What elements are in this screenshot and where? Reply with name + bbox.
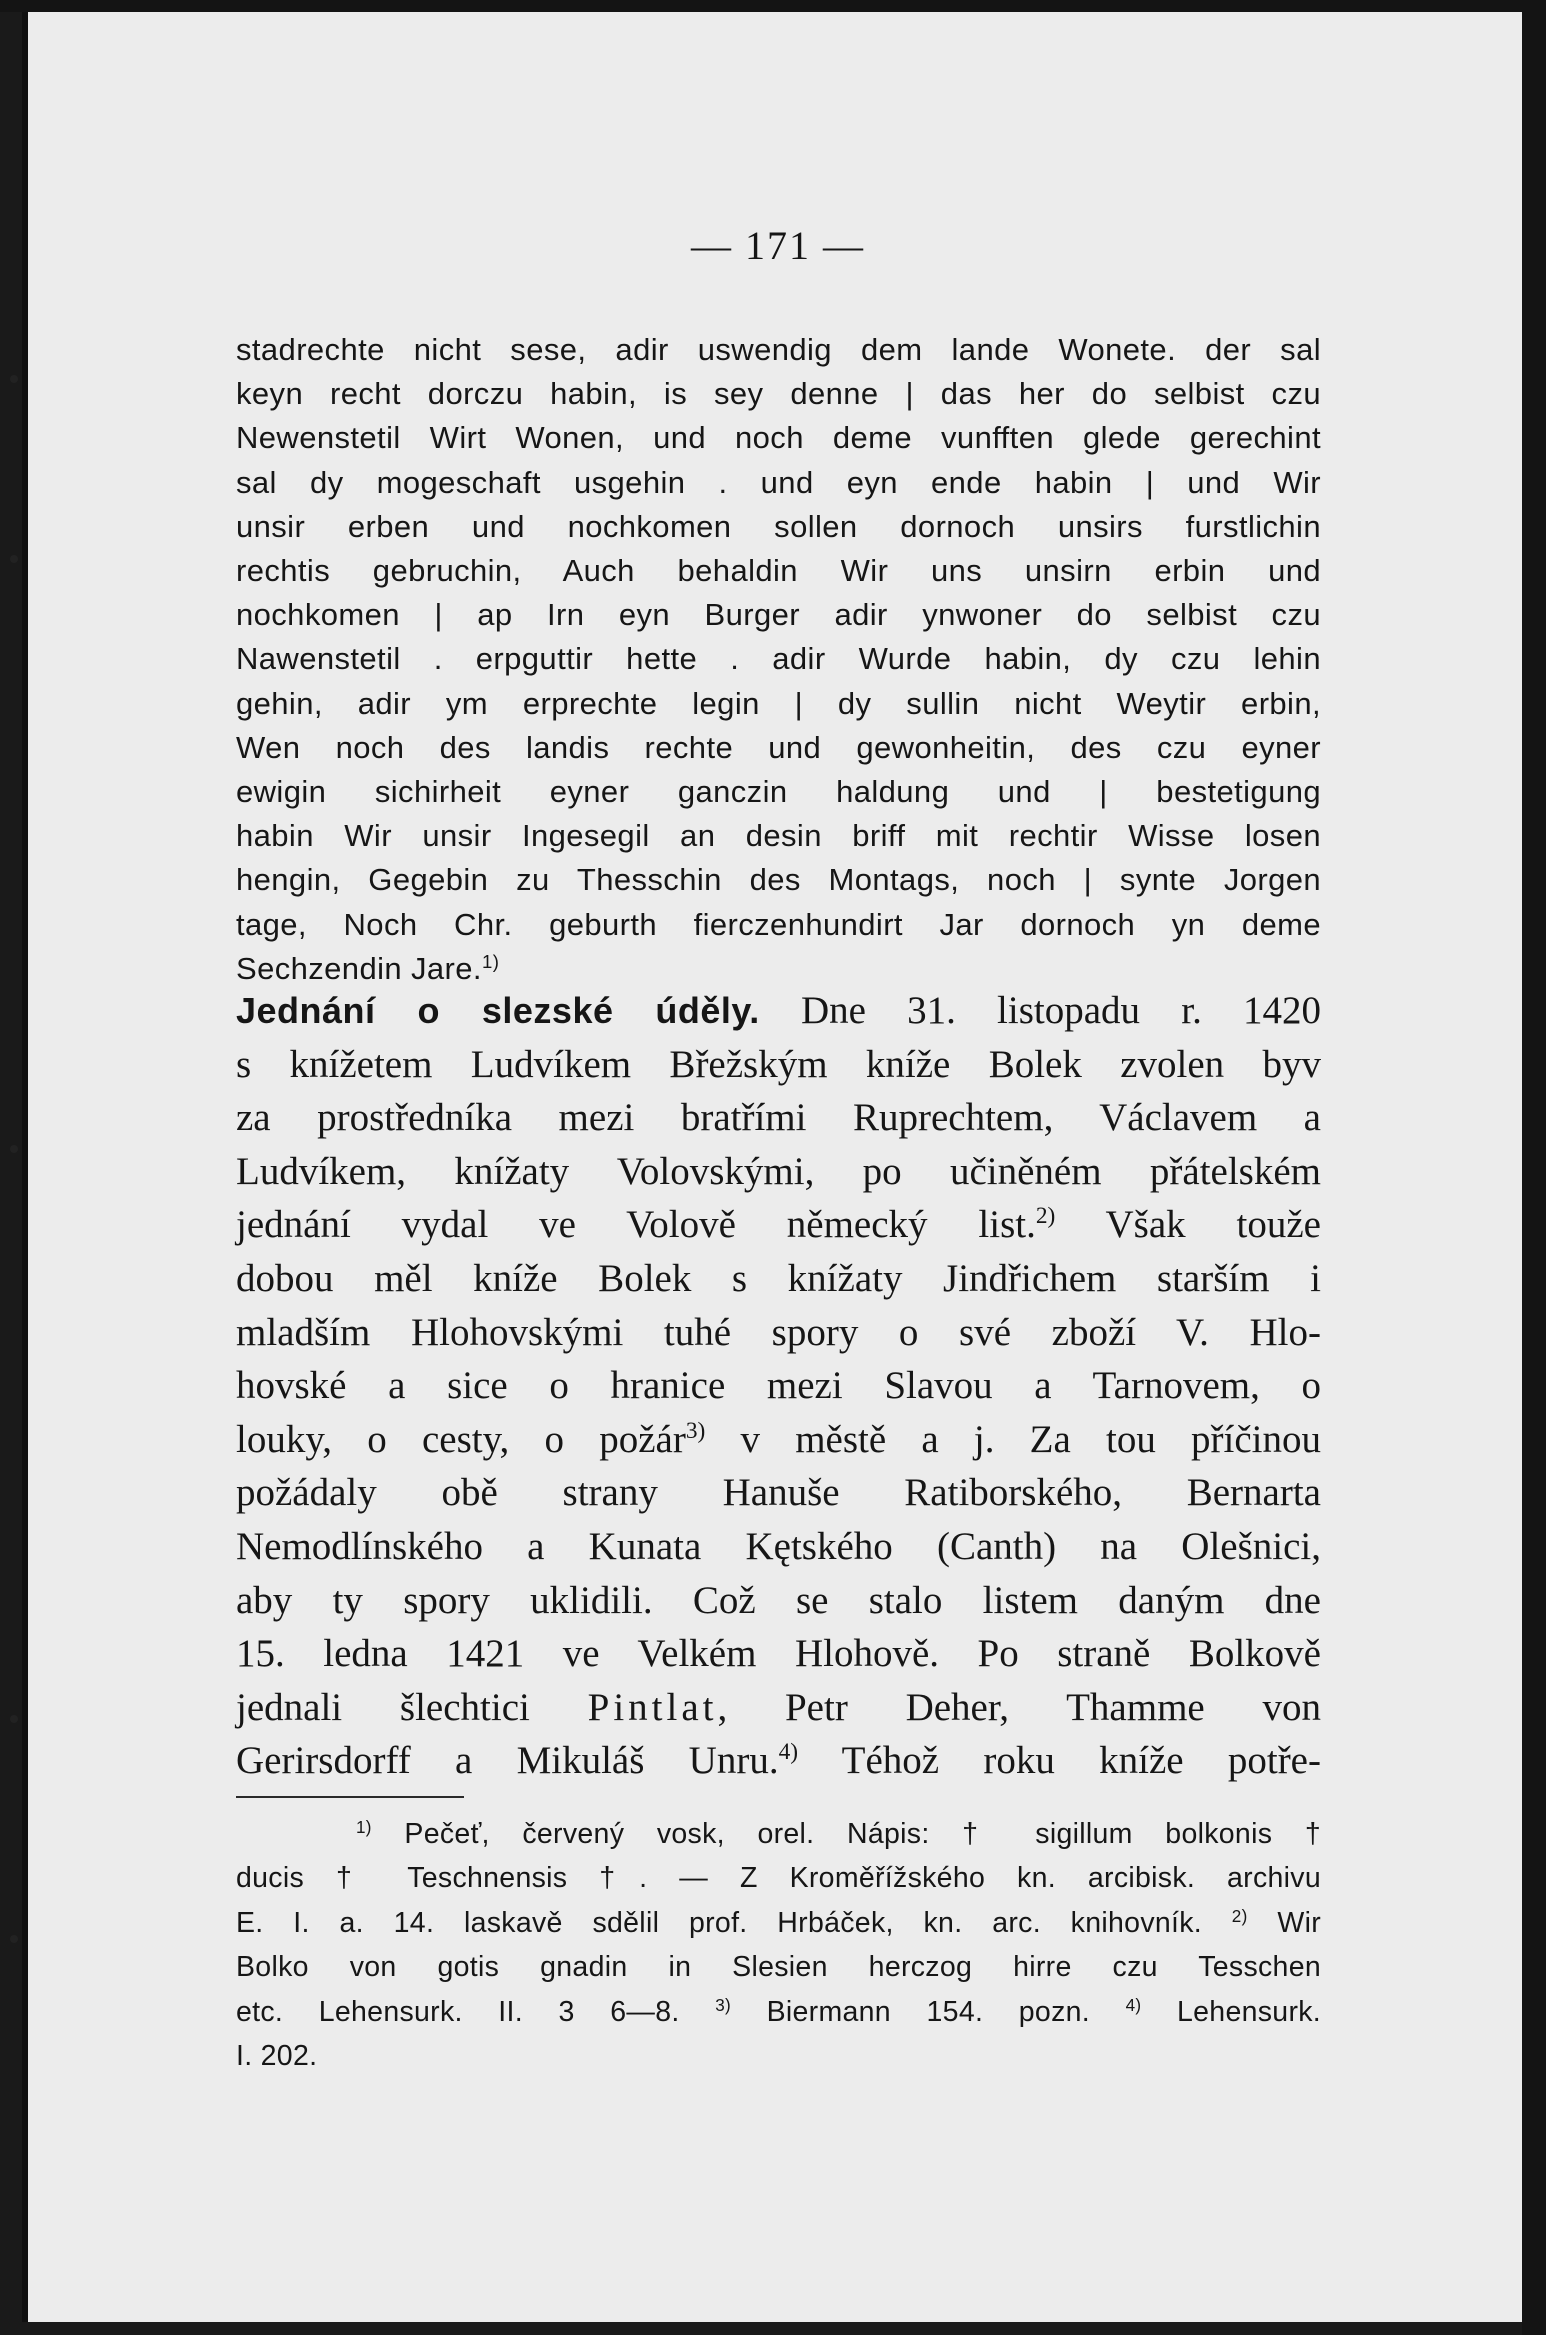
text-line: ewigin sichirheit eyner ganczin haldung und | bestetigung [236, 774, 1321, 810]
text-line: nochkomen | ap Irn eyn Burger adir ynwoner do selbist czu [236, 597, 1321, 633]
text-line-content: v městě a j. Za tou příčinou [705, 1417, 1321, 1461]
footnotes [236, 1812, 1321, 2078]
footnote-text: Biermann 154. pozn. [731, 1995, 1126, 2028]
text-line-content: jednali šlechtici [236, 1685, 588, 1729]
footnote-text: Wir [1247, 1906, 1321, 1939]
text-line: 15. ledna 1421 ve Velkém Hlohově. Po straně Bolkově [236, 1632, 1321, 1676]
text-line: mladším Hlohovskými tuhé spory o své zboží V. Hlo- [236, 1310, 1321, 1354]
footnote-number: 2) [1231, 1906, 1248, 1926]
scan-right-edge [1522, 0, 1546, 2335]
footnote-line: I. 202. [236, 2040, 318, 2073]
footnote-line: Bolko von gotis gnadin in Slesien herczog hirre czu Tesschen [236, 1951, 1321, 1984]
text-line-content: louky, o cesty, o požár [236, 1417, 686, 1461]
spaced-name: Pintlat [587, 1685, 718, 1729]
page-number: — 171 — [691, 223, 865, 268]
text-line: habin Wir unsir Ingesegil an desin briff mit rechtir Wisse losen [236, 818, 1321, 854]
text-line: keyn recht dorczu habin, is sey denne | das her do selbist czu [236, 376, 1321, 412]
text-line: stadrechte nicht sese, adir uswendig dem lande Wonete. der sal [236, 332, 1321, 367]
text-line: dobou měl kníže Bolek s knížaty Jindřichem starším i [236, 1256, 1321, 1300]
footnote-text: Lehensurk. [1141, 1995, 1321, 2028]
text-line-content: Však touže [1055, 1203, 1321, 1247]
text-line [236, 1198, 1321, 1252]
text-line: Ludvíkem, knížaty Volovskými, po učiněném přátelském [236, 1149, 1321, 1193]
text-line: s knížetem Ludvíkem Břežským kníže Bolek zvolen byv [236, 1042, 1321, 1086]
footnote-ref: 2) [1035, 1203, 1056, 1230]
text-line [236, 1413, 1321, 1467]
text-line: gehin, adir ym erprechte legin | dy sullin nicht Weytir erbin, [236, 685, 1321, 721]
footnote-line: ducis † Teschnensis †. — Z Kroměřížského kn. arcibisk. archivu [236, 1862, 1321, 1895]
binding-dot [10, 1145, 18, 1153]
section-heading-line [236, 984, 1321, 1038]
czech-section [236, 984, 1321, 1788]
text-line: Newenstetil Wirt Wonen, und noch deme vunfften glede gerechint [236, 420, 1321, 456]
text-line: hengin, Gegebin zu Thesschin des Montags, noch | synte Jorgen [236, 862, 1321, 898]
footnote-rule [236, 1796, 464, 1798]
text-line: unsir erben und nochkomen sollen dornoch unsirs furstlichin [236, 508, 1321, 544]
text-line: požádaly obě strany Hanuše Ratiborského, Bernarta [236, 1471, 1321, 1515]
footnote-ref: 4) [778, 1739, 799, 1766]
footnote-number: 3) [715, 1995, 731, 2015]
binding-dot [10, 375, 18, 383]
text-line-content: Gerirsdorff a Mikuláš Unru. [236, 1739, 779, 1783]
text-line: hovské a sice o hranice mezi Slavou a Tarnovem, o [236, 1364, 1321, 1408]
text-line: rechtis gebruchin, Auch behaldin Wir uns unsirn erbin und [236, 553, 1321, 589]
text-line: Nawenstetil . erpguttir hette . adir Wurde habin, dy czu lehin [236, 641, 1321, 677]
footnote-ref: 1) [481, 950, 500, 972]
text-line: sal dy mogeschaft usgehin . und eyn ende habin | und Wir [236, 464, 1321, 500]
footnote-number: 4) [1125, 1995, 1142, 2015]
german-charter-text [236, 328, 1321, 991]
binding-dot [10, 1715, 18, 1723]
text-line: Wen noch des landis rechte und gewonheitin, des czu eyner [236, 729, 1321, 765]
text-line-content: Téhož roku kníže potře- [798, 1739, 1321, 1783]
text-line-content: Sechzendin Jare. [236, 950, 482, 986]
scan-top-edge [0, 0, 1546, 12]
text-line-content: jednání vydal ve Volově německý list. [236, 1203, 1036, 1247]
text-line [236, 1734, 1321, 1788]
text-line-content: , Petr Deher, Thamme von [717, 1685, 1321, 1729]
heading-continuation: Dne 31. listopadu r. 1420 [759, 989, 1321, 1032]
book-page [22, 12, 1522, 2322]
text-line [236, 1681, 1321, 1735]
binding-dot [10, 1935, 18, 1943]
section-heading: Jednání o slezské úděly. [236, 990, 760, 1031]
footnote-text: E. I. a. 14. laskavě sdělil prof. Hrbáček, kn. arc. knihovník. [236, 1906, 1232, 1939]
footnote-line [236, 1901, 1321, 1945]
text-line: za prostředníka mezi bratřími Ruprechtem, Václavem a [236, 1096, 1321, 1140]
footnote-text: etc. Lehensurk. II. 3 6—8. [236, 1995, 716, 2028]
footnote-line [236, 1812, 1321, 1856]
footnote-ref: 3) [685, 1417, 706, 1444]
footnote-text: Pečeť, červený vosk, orel. Nápis: † sigillum bolkonis † [371, 1818, 1321, 1850]
text-line: aby ty spory uklidili. Což se stalo listem daným dne [236, 1578, 1321, 1622]
footnote-number: 1) [356, 1817, 372, 1837]
text-line: tage, Noch Chr. geburth fierczenhundirt Jar dornoch yn deme [236, 906, 1321, 942]
binding-dot [10, 555, 18, 563]
text-line: Nemodlínského a Kunata Kętského (Canth) na Olešnici, [236, 1524, 1321, 1568]
footnote-line [236, 1990, 1321, 2034]
